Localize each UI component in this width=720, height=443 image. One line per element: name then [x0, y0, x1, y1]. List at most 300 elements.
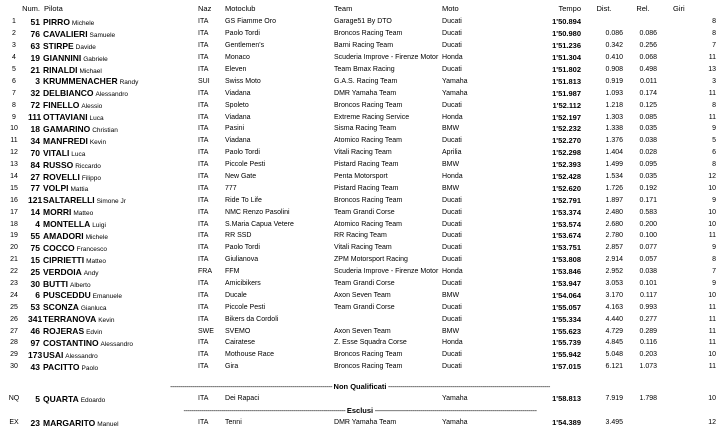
rider-last-name: KRUMMENACHER — [43, 76, 118, 87]
number-cell: 19 — [30, 52, 41, 63]
number-cell: 70 — [30, 147, 41, 158]
gap-cell: 1.404 — [605, 149, 624, 157]
number-cell: 25 — [30, 266, 41, 277]
lap-time-cell: 1'52.232 — [552, 124, 582, 134]
bike-cell: Ducati — [442, 137, 462, 145]
rider-name-cell — [40, 313, 198, 325]
laps-cell: 8 — [712, 101, 717, 109]
relative-gap-cell: 0.038 — [639, 268, 658, 276]
rider-last-name: SALTARELLI — [43, 195, 95, 206]
bike-cell: Ducati — [442, 196, 462, 204]
gap-cell: 1.303 — [605, 113, 624, 121]
table-row — [0, 254, 720, 266]
number-cell: 21 — [30, 64, 41, 75]
rider-first-name: Gabriele — [83, 55, 108, 63]
team-cell: Pistard Racing Team — [334, 161, 399, 169]
lap-time-cell: 1'52.620 — [552, 183, 582, 193]
rider-name-cell — [40, 111, 198, 123]
position-cell: 17 — [10, 208, 18, 216]
table-row — [0, 313, 720, 325]
number-cell: 43 — [30, 361, 41, 372]
bike-cell: Honda — [442, 173, 463, 181]
relative-gap-cell: 0.277 — [639, 315, 658, 323]
spacer — [0, 373, 720, 381]
motoclub-cell: Dei Rapaci — [225, 395, 260, 403]
laps-cell: 10 — [708, 395, 717, 403]
rider-last-name: ROJERAS — [43, 326, 85, 337]
motoclub-cell: Piccole Pesti — [225, 161, 266, 169]
rider-first-name: Alberto — [70, 281, 91, 289]
number-cell: 97 — [30, 337, 41, 348]
bike-cell: Ducati — [442, 42, 462, 50]
header-tempo: Tempo — [558, 3, 582, 13]
rider-first-name: Michael — [79, 67, 102, 75]
motoclub-cell: Gentlemen's — [225, 42, 265, 50]
nation-cell: ITA — [198, 363, 209, 371]
relative-gap-cell: 0.086 — [639, 30, 658, 38]
non-qualificati-heading-label: Non Qualificati — [333, 382, 387, 392]
nation-cell: ITA — [198, 351, 209, 359]
lap-time-cell: 1'53.751 — [552, 243, 582, 253]
table-row — [0, 230, 720, 242]
rider-first-name: Luca — [89, 115, 104, 123]
bike-cell: BMW — [442, 161, 460, 169]
table-row — [0, 171, 720, 183]
table-row — [0, 99, 720, 111]
header-giri: Giri — [673, 3, 685, 13]
team-cell: Garage51 By DTO — [334, 18, 392, 26]
relative-gap-cell — [627, 417, 659, 429]
rider-first-name: Michele — [71, 19, 95, 27]
rider-name-cell — [40, 135, 198, 147]
team-cell: Team Grandi Corse — [334, 303, 395, 311]
laps-cell: 8 — [712, 161, 717, 169]
relative-gap-cell: 0.085 — [639, 113, 658, 121]
laps-cell: 8 — [712, 30, 717, 38]
lap-time-cell: 1'52.393 — [552, 160, 582, 170]
rider-name-cell — [40, 171, 198, 183]
motoclub-cell: RR SSD — [225, 232, 252, 240]
header-pilota: Pilota — [44, 3, 63, 13]
motoclub-cell: FFM — [225, 268, 240, 276]
table-row — [0, 194, 720, 206]
rider-last-name: RINALDI — [43, 64, 78, 75]
bike-cell: Ducati — [442, 351, 462, 359]
bike-cell: Ducati — [442, 363, 462, 371]
bike-cell: Yamaha — [442, 395, 468, 403]
rider-first-name: Alessandro — [100, 340, 134, 348]
rider-name-cell — [40, 182, 198, 194]
motoclub-cell: Tenni — [225, 419, 242, 427]
gap-cell: 4.440 — [605, 315, 624, 323]
header-team: Team — [334, 3, 353, 13]
number-cell: 46 — [30, 326, 41, 337]
rider-last-name: MORRI — [43, 207, 72, 218]
rider-last-name: CIPRIETTI — [43, 254, 85, 265]
rider-last-name: VOLPI — [43, 183, 69, 194]
laps-cell: 6 — [712, 149, 717, 157]
team-cell: Vitali Racing Team — [334, 244, 392, 252]
rider-last-name: GAMARINO — [43, 123, 91, 134]
team-cell — [334, 393, 442, 405]
relative-gap-cell: 0.028 — [639, 149, 658, 157]
rider-first-name: Simone Jr — [96, 198, 126, 206]
bike-cell: Aprilia — [442, 149, 462, 157]
table-row — [0, 147, 720, 159]
gap-cell: 4.163 — [605, 303, 624, 311]
rider-name-cell — [40, 361, 198, 373]
bike-cell: Yamaha — [442, 419, 468, 427]
section-divider: --------------------------------------------------------------------------------- — [373, 406, 537, 416]
rider-first-name: Michele — [85, 233, 108, 241]
non-qualificati-heading-row — [0, 381, 720, 393]
table-row — [0, 266, 720, 278]
bike-cell: BMW — [442, 327, 460, 335]
bike-cell: Ducati — [442, 303, 462, 311]
rider-name-cell — [40, 64, 198, 76]
position-cell: 9 — [12, 113, 16, 121]
position-cell: 27 — [10, 327, 18, 335]
nation-cell: SWE — [198, 327, 214, 335]
nation-cell: ITA — [198, 220, 209, 228]
rider-last-name: FINELLO — [43, 100, 80, 111]
gap-cell: 2.480 — [605, 208, 624, 216]
team-cell: G.A.S. Racing Team — [334, 77, 398, 85]
table-row — [0, 159, 720, 171]
relative-gap-cell: 0.057 — [639, 256, 658, 264]
lap-time-cell: 1'51.304 — [552, 53, 582, 63]
table-row — [0, 40, 720, 52]
table-row — [0, 182, 720, 194]
number-cell: 23 — [30, 417, 41, 428]
team-cell: Barni Racing Team — [334, 42, 394, 50]
rider-name-cell — [40, 218, 198, 230]
nation-cell: ITA — [198, 30, 209, 38]
lap-time-cell: 1'53.947 — [552, 279, 582, 289]
lap-time-cell: 1'51.813 — [552, 76, 582, 86]
lap-time-cell: 1'57.015 — [552, 362, 582, 372]
motoclub-cell: New Gate — [225, 173, 257, 181]
non-qualificati-heading — [0, 381, 720, 393]
motoclub-cell: NMC Renzo Pasolini — [225, 208, 290, 216]
bike-cell: Ducati — [442, 208, 462, 216]
table-row — [0, 361, 720, 373]
number-cell: 63 — [30, 40, 41, 51]
rider-name-cell — [40, 337, 198, 349]
rider-first-name: Edvin — [86, 329, 103, 337]
rider-first-name: Matteo — [73, 210, 94, 218]
table-row — [0, 123, 720, 135]
nation-cell: ITA — [198, 161, 209, 169]
gap-cell: 4.729 — [605, 327, 624, 335]
table-row — [0, 111, 720, 123]
nation-cell: ITA — [198, 149, 209, 157]
team-cell: Vitali Racing Team — [334, 149, 392, 157]
rider-first-name: Mattia — [70, 186, 89, 194]
motoclub-cell: Ride To Life — [225, 196, 262, 204]
laps-cell: 11 — [708, 303, 717, 311]
gap-cell: 2.680 — [605, 220, 624, 228]
laps-cell: 7 — [712, 42, 717, 50]
rider-name-cell — [40, 417, 198, 429]
gap-cell: 0.410 — [605, 54, 624, 62]
rider-last-name: VITALI — [43, 147, 70, 158]
team-cell: Scuderia Improve - Firenze Motor — [334, 54, 439, 62]
relative-gap-cell: 0.101 — [639, 280, 658, 288]
number-cell: 121 — [28, 195, 43, 206]
rider-first-name: Luca — [71, 150, 86, 158]
lap-time-cell: 1'53.808 — [552, 255, 582, 265]
gap-cell: 6.121 — [605, 363, 624, 371]
rider-first-name: Manuel — [97, 420, 119, 428]
motoclub-cell: Piccole Pesti — [225, 303, 266, 311]
lap-time-cell: 1'52.791 — [552, 195, 582, 205]
motoclub-cell: Eleven — [225, 66, 247, 73]
position-cell: 10 — [10, 125, 18, 133]
laps-cell: 11 — [708, 232, 717, 240]
number-cell: 173 — [28, 349, 43, 360]
header-dist: Dist. — [596, 3, 612, 13]
bike-cell: Honda — [442, 113, 463, 121]
team-cell: Atomico Racing Team — [334, 137, 402, 145]
rider-last-name: PIRRO — [43, 16, 70, 27]
number-cell: 111 — [28, 112, 42, 123]
laps-cell: 10 — [708, 220, 717, 228]
bike-cell: Honda — [442, 54, 463, 62]
gap-cell: 7.919 — [605, 395, 624, 403]
position-cell: 28 — [10, 339, 18, 347]
position-cell: 29 — [10, 351, 18, 359]
table-row — [0, 87, 720, 99]
rider-name-cell — [40, 254, 198, 266]
header-row — [0, 0, 720, 16]
gap-cell: 1.338 — [605, 125, 624, 133]
motoclub-cell: 777 — [225, 184, 237, 192]
gap-cell: 3.053 — [605, 280, 624, 288]
number-cell: 18 — [30, 123, 41, 134]
team-cell: Sisma Racing Team — [334, 125, 397, 133]
lap-time-cell: 1'55.942 — [552, 350, 582, 360]
nation-cell: SUI — [198, 77, 210, 85]
relative-gap-cell: 0.583 — [639, 208, 658, 216]
position-cell: 18 — [10, 220, 18, 228]
motoclub-cell: Spoleto — [225, 101, 249, 109]
position-cell: 22 — [10, 268, 18, 276]
position-cell: 4 — [12, 54, 16, 62]
relative-gap-cell: 0.035 — [639, 125, 658, 133]
team-cell: Pistard Racing Team — [334, 184, 399, 192]
lap-time-cell: 1'58.813 — [552, 394, 582, 404]
nation-cell: ITA — [198, 18, 209, 26]
rider-first-name: Gianluca — [80, 305, 107, 313]
lap-time-cell: 1'53.846 — [552, 267, 582, 277]
gap-cell: 1.499 — [605, 161, 624, 169]
gap-cell: 1.534 — [605, 173, 624, 181]
bike-cell: Ducati — [442, 220, 462, 228]
team-cell: Penta Motorsport — [334, 173, 388, 181]
rider-name-cell — [40, 301, 198, 313]
position-cell: 24 — [10, 291, 18, 299]
nation-cell: ITA — [198, 395, 209, 403]
laps-cell: 9 — [712, 125, 717, 133]
rider-first-name: Francesco — [76, 245, 107, 253]
rider-first-name: Riccardo — [75, 162, 101, 170]
team-cell: Axon Seven Team — [334, 291, 391, 299]
nation-cell: ITA — [198, 54, 209, 62]
table-row — [0, 337, 720, 349]
team-cell: Broncos Racing Team — [334, 363, 403, 371]
number-cell: 76 — [30, 28, 41, 39]
laps-cell: 3 — [712, 77, 717, 85]
relative-gap-cell: 0.203 — [639, 351, 658, 359]
table-row — [0, 206, 720, 218]
team-cell: Broncos Racing Team — [334, 101, 403, 109]
rider-first-name: Davide — [75, 43, 96, 51]
rider-name-cell — [40, 289, 198, 301]
rider-last-name: PACITTO — [43, 361, 80, 372]
gap-cell: 4.845 — [605, 339, 624, 347]
rider-first-name: Matteo — [86, 257, 106, 265]
position-cell: 3 — [12, 42, 16, 50]
position-cell: 11 — [10, 137, 18, 145]
gap-cell: 5.048 — [605, 351, 624, 359]
team-cell: RR Racing Team — [334, 232, 387, 240]
team-cell: Broncos Racing Team — [334, 351, 403, 359]
number-cell: 14 — [30, 207, 41, 218]
esclusi-heading — [0, 405, 720, 417]
gap-cell — [581, 16, 627, 28]
rider-last-name: BUTTI — [43, 278, 69, 289]
lap-time-cell: 1'52.112 — [552, 100, 582, 110]
team-cell: Broncos Racing Team — [334, 30, 403, 38]
rider-first-name: Andy — [83, 269, 99, 277]
number-cell: 77 — [30, 183, 41, 194]
laps-cell: 10 — [708, 184, 717, 192]
laps-cell: 9 — [712, 196, 717, 204]
rider-last-name: COSTANTINO — [43, 337, 99, 348]
relative-gap-cell: 0.095 — [639, 161, 658, 169]
rider-name-cell — [40, 75, 198, 87]
gap-cell: 1.376 — [605, 137, 624, 145]
rider-first-name: Kevin — [98, 317, 115, 325]
spacer-cell — [0, 373, 28, 381]
rider-last-name: QUARTA — [43, 393, 79, 404]
rider-name-cell — [40, 99, 198, 111]
motoclub-cell: Amicibikers — [225, 280, 261, 288]
laps-cell: 12 — [708, 173, 717, 181]
rider-name-cell — [40, 147, 198, 159]
rider-last-name: DELBIANCO — [43, 88, 94, 99]
rider-last-name: PUSCEDDU — [43, 290, 91, 301]
section-divider: --------------------------------------------------------------------------------- — [386, 382, 550, 392]
relative-gap-cell: 1.073 — [639, 363, 658, 371]
rider-name-cell — [40, 87, 198, 99]
laps-cell: 11 — [708, 89, 717, 97]
lap-time-cell: 1'52.428 — [552, 172, 582, 182]
nation-cell: ITA — [198, 89, 209, 97]
bike-cell: Ducati — [442, 232, 462, 240]
bike-cell: Ducati — [442, 244, 462, 252]
rider-name-cell — [40, 242, 198, 254]
team-cell: Broncos Racing Team — [334, 196, 403, 204]
motoclub-cell: Paolo Tordi — [225, 149, 260, 157]
lap-time-cell: 1'53.574 — [552, 219, 582, 229]
lap-time-cell: 1'53.674 — [552, 231, 582, 241]
position-cell: 23 — [10, 280, 18, 288]
rider-last-name: ROVELLI — [43, 171, 80, 182]
relative-gap-cell: 0.993 — [639, 303, 658, 311]
relative-gap-cell: 0.100 — [639, 232, 658, 240]
rider-name-cell — [40, 40, 198, 52]
rider-last-name: MANFREDI — [43, 135, 88, 146]
number-cell: 3 — [35, 76, 41, 87]
bike-cell: Honda — [442, 339, 463, 347]
bike-cell: BMW — [442, 291, 460, 299]
motoclub-cell: Cairatese — [225, 339, 255, 347]
number-cell: 6 — [35, 290, 41, 301]
gap-cell: 3.170 — [605, 291, 624, 299]
rider-name-cell — [40, 159, 198, 171]
team-cell: Atomico Racing Team — [334, 220, 402, 228]
rider-name-cell — [40, 28, 198, 40]
position-cell: 5 — [12, 66, 16, 73]
gap-cell: 2.780 — [605, 232, 624, 240]
table-row — [0, 393, 720, 405]
lap-time-cell: 1'52.298 — [552, 148, 582, 158]
nation-cell: ITA — [198, 419, 209, 427]
table-row — [0, 417, 720, 429]
nation-cell: ITA — [198, 208, 209, 216]
rider-first-name: Kevin — [89, 138, 107, 146]
lap-time-cell: 1'55.739 — [552, 338, 582, 348]
nation-cell: ITA — [198, 232, 209, 240]
position-cell: 15 — [10, 184, 18, 192]
position-cell: 2 — [12, 30, 16, 38]
bike-cell: Ducati — [442, 315, 462, 323]
position-cell: 26 — [10, 315, 18, 323]
nation-cell: ITA — [198, 339, 209, 347]
table-row — [0, 289, 720, 301]
rider-last-name: MONTELLA — [43, 219, 91, 230]
bike-cell: Ducati — [442, 30, 462, 38]
lap-time-cell: 1'55.623 — [552, 326, 582, 336]
table-row — [0, 301, 720, 313]
motoclub-cell: Ducale — [225, 291, 247, 299]
rider-first-name: Filippo — [81, 174, 101, 182]
relative-gap-cell: 0.068 — [639, 54, 658, 62]
rider-first-name: Paolo — [81, 364, 99, 372]
rider-first-name: Alessio — [81, 103, 103, 111]
team-cell: ZPM Motorsport Racing — [334, 256, 408, 264]
bike-cell: Yamaha — [442, 77, 468, 85]
rider-name-cell — [40, 206, 198, 218]
rider-first-name: Randy — [119, 79, 139, 87]
header-rel: Rel. — [636, 3, 650, 13]
rider-first-name: Christian — [92, 126, 118, 134]
laps-cell: 9 — [712, 244, 717, 252]
laps-cell: 11 — [708, 327, 717, 335]
position-cell: 30 — [10, 363, 18, 371]
nation-cell: FRA — [198, 268, 213, 276]
laps-cell: 7 — [712, 268, 717, 276]
nation-cell: ITA — [198, 113, 209, 121]
team-cell: Team Bmax Racing — [334, 66, 395, 73]
laps-cell: 9 — [712, 280, 717, 288]
number-cell: 34 — [30, 135, 41, 146]
team-cell: Team Grandi Corse — [334, 208, 395, 216]
header-motoclub: Motoclub — [225, 3, 256, 13]
number-cell: 75 — [30, 242, 41, 253]
